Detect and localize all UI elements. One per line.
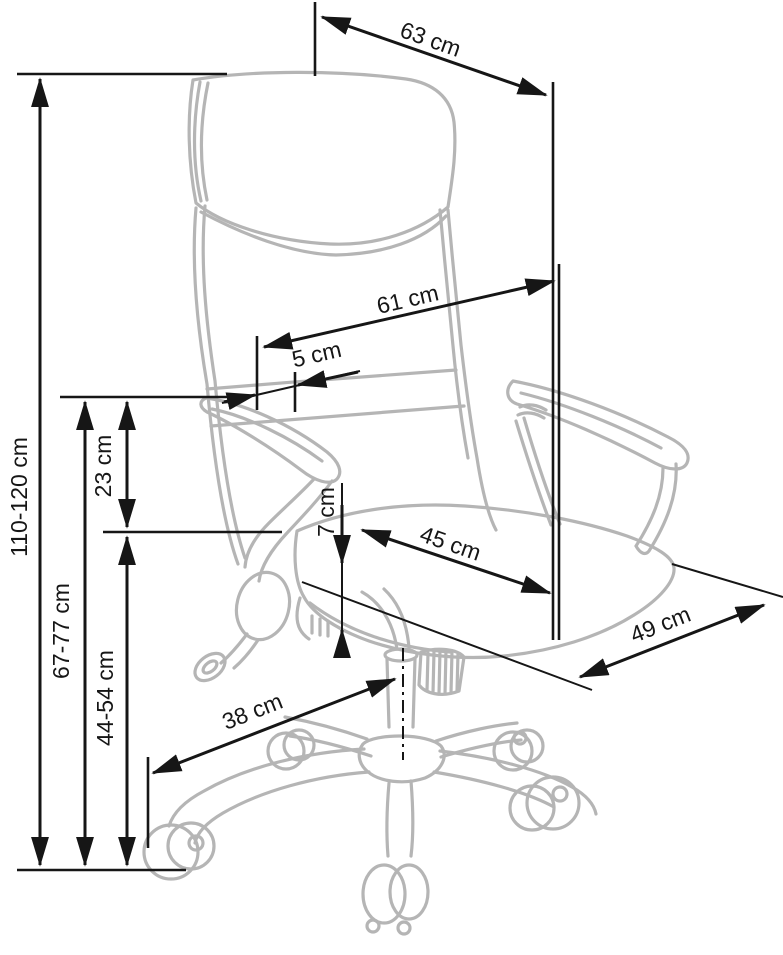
dimension-headrest-offset [222,336,360,412]
headrest-left-band [195,82,209,201]
armrest-far-front-support [636,464,676,553]
backrest-right-frame-inner [440,210,468,458]
dimension-label-seat-width: 45 cm [416,520,485,566]
extension-line [672,564,783,597]
dimension-label-armrest-height: 67-77 cm [48,583,75,679]
seat-cushion [295,505,674,658]
caster-front [363,865,428,934]
dimension-label-backrest-width: 61 cm [374,279,442,319]
base-arm-right [434,751,596,814]
adjust-lever-handle [190,648,230,686]
adjust-lever-handle-inner [201,659,219,676]
dimension-label-base-arm-span: 38 cm [218,687,287,735]
base-hub [359,736,444,782]
base-arm-left [169,749,369,843]
dimension-label-overall-height: 110-120 cm [6,437,33,557]
dimension-label-armrest-to-back: 23 cm [90,434,117,498]
armrest-near-endcap [230,567,297,646]
dimension-label-top-depth: 63 cm [396,16,465,62]
headrest-outline [189,72,455,244]
dimension-backrest-width [257,264,559,640]
chair-illustration [144,72,688,934]
dimension-seat-depth [302,564,783,690]
dimension-seat-width [362,521,550,593]
dimension-label-cushion-thickness: 7 cm [313,487,340,537]
base-arm-front [387,781,413,856]
caster-back-right [494,730,543,770]
gas-lift-column [387,659,415,727]
armrest-far-pad-seam [521,393,661,448]
lumbar-seam-upper [207,370,456,389]
dimension-label-seat-height: 44-54 cm [92,650,119,746]
dimension-heights-left [6,74,282,870]
dimension-label-headrest-offset: 5 cm [289,335,344,373]
dimension-label-seat-depth: 49 cm [626,600,695,648]
headrest-bottom-seam [201,212,446,255]
